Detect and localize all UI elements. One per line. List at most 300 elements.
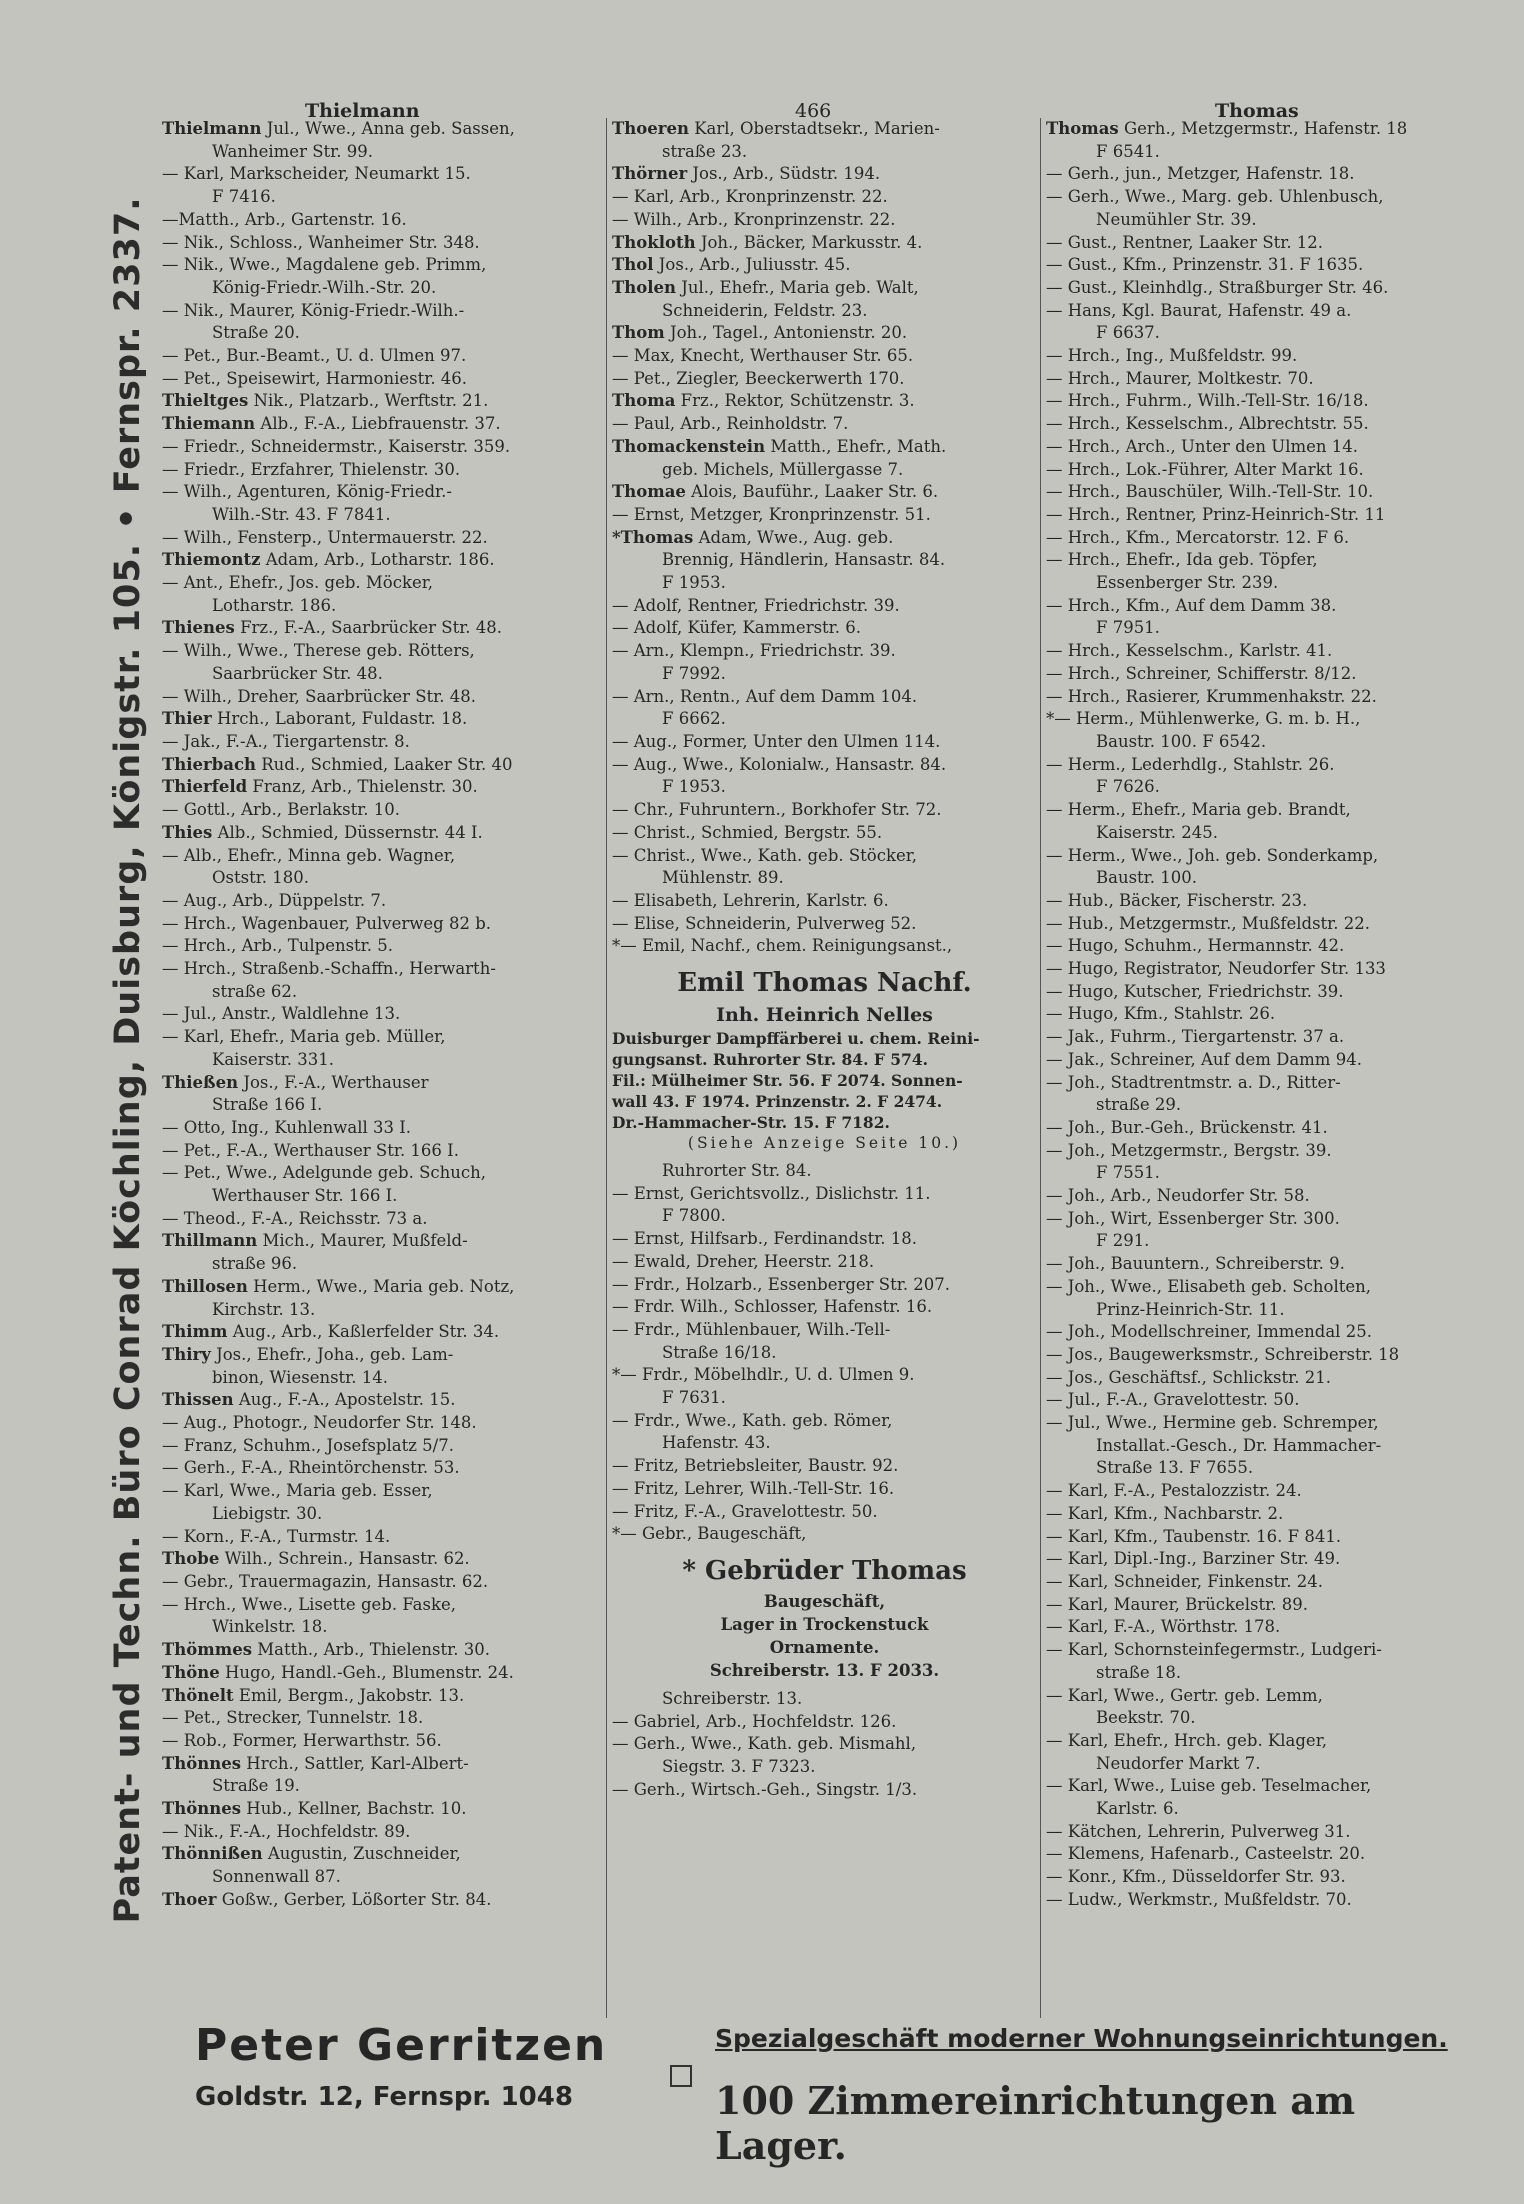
- entry-text: Essenberger Str. 239.: [1096, 573, 1279, 593]
- entry-continuation: [1046, 776, 1491, 799]
- entry-continuation: [612, 141, 1037, 164]
- entry-continuation: [1046, 1662, 1491, 1685]
- entry-continuation: [1046, 141, 1491, 164]
- entry-continuation: [1046, 867, 1491, 890]
- entry-text: — Hub., Bäcker, Fischerstr. 23.: [1046, 890, 1308, 910]
- directory-entry: [1046, 504, 1491, 527]
- entry-text: Goßw., Gerber, Lößorter Str. 84.: [216, 1889, 492, 1909]
- entry-text: — Hugo, Registrator, Neudorfer Str. 133: [1046, 959, 1386, 979]
- directory-entry: [612, 617, 1037, 640]
- entry-continuation: [1046, 322, 1491, 345]
- directory-entry: [162, 1321, 602, 1344]
- entry-text: Adam, Wwe., Aug. geb.: [693, 527, 894, 547]
- entry-text: — Jak., Schreiner, Auf dem Damm 94.: [1046, 1049, 1362, 1069]
- entry-continuation: [1046, 822, 1491, 845]
- entry-text: F 6662.: [662, 709, 726, 729]
- entry-surname: Thomas: [1046, 119, 1119, 138]
- entry-text: — Karl, Wwe., Maria geb. Esser,: [162, 1481, 433, 1501]
- directory-entry: [162, 1457, 602, 1480]
- directory-entry: [162, 527, 602, 550]
- directory-entry: [1046, 1117, 1491, 1140]
- entry-text: F 6541.: [1096, 141, 1160, 161]
- entry-text: — Herm., Wwe., Joh. geb. Sonderkamp,: [1046, 845, 1379, 865]
- inline-advertisement: [612, 1552, 1037, 1682]
- directory-entry: [612, 1183, 1037, 1206]
- directory-entry: [162, 1003, 602, 1026]
- entry-text: geb. Michels, Müllergasse 7.: [662, 459, 904, 479]
- entry-text: — Gerh., Wirtsch.-Geh., Singstr. 1/3.: [612, 1779, 918, 1799]
- directory-entry: [162, 799, 602, 822]
- directory-entry: [1046, 1003, 1491, 1026]
- entry-text: — Paul, Arb., Reinholdstr. 7.: [612, 414, 849, 434]
- entry-text: Kirchstr. 13.: [212, 1299, 316, 1319]
- entry-text: — Jul., F.-A., Gravelottestr. 50.: [1046, 1390, 1300, 1410]
- directory-entry: [162, 1208, 602, 1231]
- directory-entry: [162, 1798, 602, 1821]
- entry-text: Hrch., Sattler, Karl-Albert-: [241, 1753, 469, 1773]
- entry-text: — Hrch., Kesselschm., Karlstr. 41.: [1046, 641, 1333, 661]
- entry-continuation: [1046, 209, 1491, 232]
- directory-entry: [1046, 481, 1491, 504]
- entry-text: — Karl, Kfm., Taubenstr. 16. F 841.: [1046, 1526, 1342, 1546]
- entry-surname: Thillmann: [162, 1231, 258, 1251]
- entry-text: — Hrch., Rasierer, Krummenhakstr. 22.: [1046, 686, 1377, 706]
- entry-text: — Frdr., Holzarb., Essenberger Str. 207.: [612, 1274, 951, 1294]
- directory-entry: [162, 254, 602, 277]
- entry-text: Straße 16/18.: [662, 1342, 777, 1362]
- directory-entry: [1046, 595, 1491, 618]
- entry-text: Installat.-Gesch., Dr. Hammacher-: [1096, 1435, 1382, 1455]
- entry-text: F 7626.: [1096, 777, 1160, 797]
- entry-text: — Fritz, F.-A., Gravelottestr. 50.: [612, 1501, 878, 1521]
- entry-surname: Thiry: [162, 1344, 211, 1364]
- entry-text: — Jak., Fuhrm., Tiergartenstr. 37 a.: [1046, 1027, 1345, 1047]
- directory-entry: [162, 1843, 602, 1866]
- advertiser-name: Peter Gerritzen: [195, 2020, 608, 2071]
- directory-entry: [162, 572, 602, 595]
- directory-entry: [612, 345, 1037, 368]
- entry-continuation: [162, 1049, 602, 1072]
- directory-entry: [612, 935, 1037, 958]
- entry-text: straße 62.: [212, 981, 298, 1001]
- entry-continuation: [1046, 1798, 1491, 1821]
- inline-advertisement: [612, 964, 1037, 1154]
- entry-text: — Pet., Speisewirt, Harmoniestr. 46.: [162, 368, 468, 388]
- entry-continuation: [1046, 1162, 1491, 1185]
- entry-text: — Karl, F.-A., Wörthstr. 178.: [1046, 1617, 1281, 1637]
- directory-entry: [162, 776, 602, 799]
- entry-continuation: [162, 1503, 602, 1526]
- entry-text: — Hrch., Arch., Unter den Ulmen 14.: [1046, 436, 1358, 456]
- entry-text: — Aug., Arb., Düppelstr. 7.: [162, 890, 387, 910]
- entry-text: — Aug., Wwe., Kolonialw., Hansastr. 84.: [612, 754, 947, 774]
- directory-entry: [162, 958, 602, 981]
- directory-entry: [612, 390, 1037, 413]
- entry-continuation: [162, 322, 602, 345]
- directory-entry: [162, 1117, 602, 1140]
- entry-text: F 1953.: [662, 777, 726, 797]
- directory-entry: [612, 209, 1037, 232]
- directory-entry: [162, 1594, 602, 1617]
- entry-surname: Thillosen: [162, 1276, 248, 1296]
- entry-text: Alois, Bauführ., Laaker Str. 6.: [685, 482, 939, 502]
- directory-entry: [162, 1662, 602, 1685]
- directory-entry: [1046, 1480, 1491, 1503]
- entry-text: — Nik., Wwe., Magdalene geb. Primm,: [162, 255, 487, 275]
- entry-text: F 7416.: [212, 187, 276, 207]
- directory-entry: [612, 436, 1037, 459]
- directory-entry: [612, 1364, 1037, 1387]
- directory-entry: [162, 754, 602, 777]
- entry-text: straße 29.: [1096, 1095, 1182, 1115]
- entry-surname: Thimm: [162, 1322, 228, 1342]
- side-advertisement-text: Patent- und Techn. Büro Conrad Köchling, Duisburg, Königstr. 105. • Fernspr. 2337.: [108, 196, 148, 1924]
- entry-text: — Hub., Metzgermstr., Mußfeldstr. 22.: [1046, 913, 1370, 933]
- entry-text: — Pet., Wwe., Adelgunde geb. Schuch,: [162, 1163, 487, 1183]
- entry-continuation: [612, 1432, 1037, 1455]
- entry-text: — Otto, Ing., Kuhlenwall 33 I.: [162, 1117, 412, 1137]
- entry-text: — Hugo, Kutscher, Friedrichstr. 39.: [1046, 981, 1344, 1001]
- entry-text: — Arn., Klempn., Friedrichstr. 39.: [612, 641, 896, 661]
- advertisement-line: Fil.: Mülheimer Str. 56. F 2074. Sonnen-: [612, 1071, 963, 1091]
- directory-entry: [162, 549, 602, 572]
- entry-text: Mühlenstr. 89.: [662, 868, 784, 888]
- directory-entry: [1046, 913, 1491, 936]
- entry-text: — Friedr., Schneidermstr., Kaiserstr. 359.: [162, 436, 511, 456]
- entry-surname: Thier: [162, 709, 212, 729]
- entry-text: — Jul., Anstr., Waldlehne 13.: [162, 1004, 401, 1024]
- directory-entry: [162, 640, 602, 663]
- advertisement-line: Inh. Heinrich Nelles: [716, 1004, 933, 1027]
- advertisement-line: Baugeschäft,: [763, 1591, 886, 1611]
- directory-entry: [612, 640, 1037, 663]
- directory-entry: [162, 1162, 602, 1185]
- entry-surname: Thissen: [162, 1390, 234, 1410]
- directory-entry: [162, 1548, 602, 1571]
- entry-text: Straße 166 I.: [212, 1095, 323, 1115]
- entry-surname: Thieltges: [162, 391, 249, 411]
- entry-continuation: [162, 595, 602, 618]
- directory-entry: [1046, 549, 1491, 572]
- entry-continuation: [162, 277, 602, 300]
- entry-text: — Ernst, Gerichtsvollz., Dislichstr. 11.: [612, 1183, 931, 1203]
- entry-surname: Thönnes: [162, 1799, 242, 1819]
- entry-text: Kaiserstr. 331.: [212, 1049, 334, 1069]
- entry-surname: Thörner: [612, 164, 688, 184]
- entry-text: Werthauser Str. 166 I.: [212, 1186, 398, 1206]
- entry-text: F 7992.: [662, 663, 726, 683]
- advertiser-address: Goldstr. 12, Fernspr. 1048: [195, 2082, 573, 2112]
- entry-text: — Alb., Ehefr., Minna geb. Wagner,: [162, 845, 456, 865]
- entry-continuation: [612, 300, 1037, 323]
- entry-text: — Herm., Ehefr., Maria geb. Brandt,: [1046, 800, 1351, 820]
- entry-continuation: [1046, 1094, 1491, 1117]
- entry-text: Emil, Bergm., Jakobstr. 13.: [233, 1685, 465, 1705]
- entry-text: Franz, Arb., Thielenstr. 30.: [247, 777, 478, 797]
- entry-text: — Pet., Bur.-Beamt., U. d. Ulmen 97.: [162, 346, 467, 366]
- entry-continuation: [612, 708, 1037, 731]
- entry-continuation: [612, 776, 1037, 799]
- entry-continuation: [612, 1342, 1037, 1365]
- entry-text: — Hugo, Kfm., Stahlstr. 26.: [1046, 1004, 1276, 1024]
- directory-entry: [1046, 1616, 1491, 1639]
- entry-text: Winkelstr. 18.: [212, 1617, 328, 1637]
- directory-entry: [612, 277, 1037, 300]
- column-divider: [606, 118, 607, 2018]
- directory-entry: [612, 822, 1037, 845]
- directory-entry: [612, 1523, 1037, 1546]
- directory-entry: [1046, 1072, 1491, 1095]
- directory-entry: [1046, 1548, 1491, 1571]
- entry-surname: Thönnes: [162, 1753, 242, 1773]
- entry-surname: Thies: [162, 822, 213, 842]
- entry-surname: Tholen: [612, 277, 677, 297]
- entry-text: — Karl, Ehefr., Hrch. geb. Klager,: [1046, 1730, 1328, 1750]
- entry-text: — Elise, Schneiderin, Pulverweg 52.: [612, 913, 917, 933]
- entry-text: Straße 20.: [212, 323, 300, 343]
- directory-entry: [1046, 845, 1491, 868]
- entry-text: — Gerh., Wwe., Marg. geb. Uhlenbusch,: [1046, 187, 1384, 207]
- advertisement-line: Duisburger Dampffärberei u. chem. Reini-: [612, 1029, 980, 1049]
- directory-entry: [1046, 277, 1491, 300]
- entry-surname: Thierbach: [162, 754, 257, 774]
- entry-continuation: [612, 867, 1037, 890]
- directory-entry: [162, 1639, 602, 1662]
- entry-text: Jul., Ehefr., Maria geb. Walt,: [676, 277, 919, 297]
- advertisement-line: wall 43. F 1974. Prinzenstr. 2. F 2474.: [612, 1092, 943, 1112]
- directory-entry: [1046, 1594, 1491, 1617]
- directory-entry: [1046, 1730, 1491, 1753]
- entry-text: — Wilh., Dreher, Saarbrücker Str. 48.: [162, 686, 476, 706]
- entry-text: — Joh., Wirt, Essenberger Str. 300.: [1046, 1208, 1340, 1228]
- directory-entry: [1046, 958, 1491, 981]
- entry-text: — Hugo, Schuhm., Hermannstr. 42.: [1046, 936, 1345, 956]
- entry-text: König-Friedr.-Wilh.-Str. 20.: [212, 277, 437, 297]
- entry-text: — Joh., Bauuntern., Schreiberstr. 9.: [1046, 1254, 1345, 1274]
- directory-entry: [1046, 1321, 1491, 1344]
- entry-text: — Hrch., Schreiner, Schifferstr. 8/12.: [1046, 663, 1357, 683]
- entry-text: — Hrch., Kfm., Mercatorstr. 12. F 6.: [1046, 527, 1350, 547]
- directory-column-3: [1046, 118, 1491, 1912]
- entry-text: Herm., Wwe., Maria geb. Notz,: [247, 1276, 515, 1296]
- entry-text: — Nik., Maurer, König-Friedr.-Wilh.-: [162, 300, 465, 320]
- entry-text: — Gerh., jun., Metzger, Hafenstr. 18.: [1046, 164, 1355, 184]
- directory-entry: [1046, 1276, 1491, 1299]
- advertisement-line: * Gebrüder Thomas: [682, 1555, 967, 1586]
- entry-text: Jul., Wwe., Anna geb. Sassen,: [261, 119, 515, 138]
- entry-surname: Thoer: [162, 1889, 217, 1909]
- directory-entry: [612, 1251, 1037, 1274]
- entry-text: straße 23.: [662, 141, 748, 161]
- entry-continuation: [1046, 1753, 1491, 1776]
- entry-text: — Hrch., Ing., Mußfeldstr. 99.: [1046, 346, 1298, 366]
- directory-entry: [612, 1228, 1037, 1251]
- entry-continuation: [1046, 731, 1491, 754]
- entry-continuation: [162, 1866, 602, 1889]
- directory-entry: [612, 504, 1037, 527]
- entry-text: — Hrch., Rentner, Prinz-Heinrich-Str. 11: [1046, 504, 1386, 524]
- entry-text: F 7951.: [1096, 618, 1160, 638]
- directory-entry: [1046, 686, 1491, 709]
- directory-entry: [612, 595, 1037, 618]
- entry-surname: Thomae: [612, 482, 686, 502]
- entry-text: Wilh., Schrein., Hansastr. 62.: [219, 1549, 470, 1569]
- entry-text: — Ewald, Dreher, Heerstr. 218.: [612, 1251, 875, 1271]
- directory-entry: [162, 209, 602, 232]
- directory-entry: [162, 368, 602, 391]
- entry-continuation: [1046, 1299, 1491, 1322]
- entry-continuation: [612, 572, 1037, 595]
- entry-continuation: [162, 141, 602, 164]
- entry-text: Oststr. 180.: [212, 868, 310, 888]
- directory-entry: [612, 1319, 1037, 1342]
- entry-text: Wanheimer Str. 99.: [212, 141, 373, 161]
- directory-entry: [162, 686, 602, 709]
- entry-text: — Gerh., F.-A., Rheintörchenstr. 53.: [162, 1458, 460, 1478]
- directory-entry: [162, 1140, 602, 1163]
- advertisement-line: Emil Thomas Nachf.: [677, 968, 972, 999]
- entry-surname: Thierfeld: [162, 777, 248, 797]
- entry-text: F 7800.: [662, 1206, 726, 1226]
- entry-continuation: [162, 1253, 602, 1276]
- directory-entry: [1046, 1412, 1491, 1435]
- entry-surname: Thom: [612, 323, 665, 343]
- directory-entry: [612, 731, 1037, 754]
- entry-text: — Joh., Modellschreiner, Immendal 25.: [1046, 1322, 1372, 1342]
- directory-entry: [612, 527, 1037, 550]
- directory-entry: [162, 390, 602, 413]
- entry-text: — Joh., Wwe., Elisabeth geb. Scholten,: [1046, 1276, 1371, 1296]
- entry-continuation: [162, 867, 602, 890]
- page-number: 466: [795, 100, 832, 122]
- directory-entry: [1046, 413, 1491, 436]
- entry-text: — Pet., Ziegler, Beeckerwerth 170.: [612, 368, 905, 388]
- entry-continuation: [162, 1367, 602, 1390]
- entry-text: Baustr. 100. F 6542.: [1096, 731, 1267, 751]
- directory-entry: [612, 890, 1037, 913]
- entry-text: — Jos., Geschäftsf., Schlickstr. 21.: [1046, 1367, 1331, 1387]
- header-right-keyword: Thomas: [1215, 100, 1299, 122]
- directory-entry: [1046, 1821, 1491, 1844]
- entry-text: Joh., Bäcker, Markusstr. 4.: [695, 232, 923, 252]
- directory-entry: [1046, 1685, 1491, 1708]
- directory-entry: [162, 731, 602, 754]
- entry-continuation: [1046, 617, 1491, 640]
- entry-text: — Nik., Schloss., Wanheimer Str. 348.: [162, 232, 480, 252]
- directory-column-2: [612, 118, 1037, 1801]
- entry-text: — Hrch., Arb., Tulpenstr. 5.: [162, 936, 393, 956]
- directory-entry: [1046, 1253, 1491, 1276]
- entry-text: — Hrch., Wwe., Lisette geb. Faske,: [162, 1594, 456, 1614]
- entry-text: *— Herm., Mühlenwerke, G. m. b. H.,: [1046, 709, 1361, 729]
- entry-text: — Rob., Former, Herwarthstr. 56.: [162, 1730, 442, 1750]
- entry-continuation: [162, 1616, 602, 1639]
- entry-text: — Karl, F.-A., Pestalozzistr. 24.: [1046, 1481, 1302, 1501]
- entry-text: Schneiderin, Feldstr. 23.: [662, 300, 868, 320]
- directory-entry: [612, 754, 1037, 777]
- entry-text: Frz., F.-A., Saarbrücker Str. 48.: [234, 618, 503, 638]
- entry-text: — Joh., Arb., Neudorfer Str. 58.: [1046, 1186, 1310, 1206]
- directory-entry: [612, 1478, 1037, 1501]
- directory-entry: [1046, 890, 1491, 913]
- entry-text: — Hrch., Bauschüler, Wilh.-Tell-Str. 10.: [1046, 482, 1374, 502]
- directory-entry: [162, 1230, 602, 1253]
- directory-entry: [1046, 118, 1491, 141]
- entry-surname: Thöne: [162, 1662, 220, 1682]
- entry-text: — Nik., F.-A., Hochfeldstr. 89.: [162, 1821, 411, 1841]
- entry-text: Baustr. 100.: [1096, 868, 1197, 888]
- entry-text: — Hrch., Straßenb.-Schaffn., Herwarth-: [162, 959, 496, 979]
- entry-text: — Karl, Ehefr., Maria geb. Müller,: [162, 1027, 446, 1047]
- directory-entry: [1046, 799, 1491, 822]
- entry-continuation: [612, 549, 1037, 572]
- entry-text: Brennig, Händlerin, Hansastr. 84.: [662, 550, 946, 570]
- directory-entry: [1046, 935, 1491, 958]
- entry-text: Jos., Arb., Juliusstr. 45.: [653, 255, 851, 275]
- directory-entry: [162, 708, 602, 731]
- entry-text: — Frdr., Mühlenbauer, Wilh.-Tell-: [612, 1319, 891, 1339]
- directory-entry: [162, 1526, 602, 1549]
- entry-text: — Karl, Markscheider, Neumarkt 15.: [162, 164, 471, 184]
- entry-text: — Wilh., Wwe., Therese geb. Rötters,: [162, 641, 475, 661]
- entry-text: — Hrch., Wagenbauer, Pulverweg 82 b.: [162, 913, 492, 933]
- entry-text: Matth., Arb., Thielenstr. 30.: [252, 1640, 490, 1660]
- entry-surname: Thoma: [612, 391, 676, 411]
- entry-text: — Joh., Metzgermstr., Bergstr. 39.: [1046, 1140, 1332, 1160]
- entry-surname: Thielmann: [162, 119, 262, 138]
- entry-text: — Ant., Ehefr., Jos. geb. Möcker,: [162, 573, 434, 593]
- entry-continuation: [612, 1205, 1037, 1228]
- entry-text: Frz., Rektor, Schützenstr. 3.: [675, 391, 915, 411]
- directory-entry: [162, 1821, 602, 1844]
- entry-text: — Hrch., Kfm., Auf dem Damm 38.: [1046, 595, 1337, 615]
- entry-text: — Theod., F.-A., Reichsstr. 73 a.: [162, 1208, 428, 1228]
- entry-surname: Thömmes: [162, 1640, 252, 1660]
- directory-entry: [1046, 368, 1491, 391]
- directory-entry: [162, 617, 602, 640]
- directory-entry: [612, 481, 1037, 504]
- entry-continuation: [612, 1756, 1037, 1779]
- entry-surname: Thönelt: [162, 1685, 234, 1705]
- entry-text: F 6637.: [1096, 323, 1160, 343]
- entry-text: — Hrch., Ehefr., Ida geb. Töpfer,: [1046, 550, 1318, 570]
- directory-entry: [612, 799, 1037, 822]
- entry-text: — Elisabeth, Lehrerin, Karlstr. 6.: [612, 890, 889, 910]
- bottom-advertisement: [195, 2020, 1490, 2168]
- directory-entry: [612, 254, 1037, 277]
- entry-continuation: [1046, 1457, 1491, 1480]
- entry-text: Ruhrorter Str. 84.: [662, 1161, 812, 1181]
- entry-text: — Frdr. Wilh., Schlosser, Hafenstr. 16.: [612, 1297, 933, 1317]
- directory-entry: [1046, 345, 1491, 368]
- entry-text: — Karl, Maurer, Brückelstr. 89.: [1046, 1594, 1308, 1614]
- entry-text: — Gust., Kfm., Prinzenstr. 31. F 1635.: [1046, 255, 1364, 275]
- directory-entry: [1046, 1389, 1491, 1412]
- entry-continuation: [162, 663, 602, 686]
- directory-entry: [612, 118, 1037, 141]
- entry-text: — Aug., Former, Unter den Ulmen 114.: [612, 731, 941, 751]
- directory-entry: [162, 1026, 602, 1049]
- directory-entry: [612, 1733, 1037, 1756]
- directory-entry: [1046, 1140, 1491, 1163]
- entry-text: — Karl, Arb., Kronprinzenstr. 22.: [612, 187, 888, 207]
- entry-text: Jos., F.-A., Werthauser: [238, 1072, 429, 1092]
- directory-entry: [162, 1889, 602, 1912]
- entry-text: Lotharstr. 186.: [212, 595, 337, 615]
- directory-entry: [162, 1730, 602, 1753]
- entry-text: — Adolf, Küfer, Kammerstr. 6.: [612, 618, 861, 638]
- entry-text: — Hans, Kgl. Baurat, Hafenstr. 49 a.: [1046, 300, 1352, 320]
